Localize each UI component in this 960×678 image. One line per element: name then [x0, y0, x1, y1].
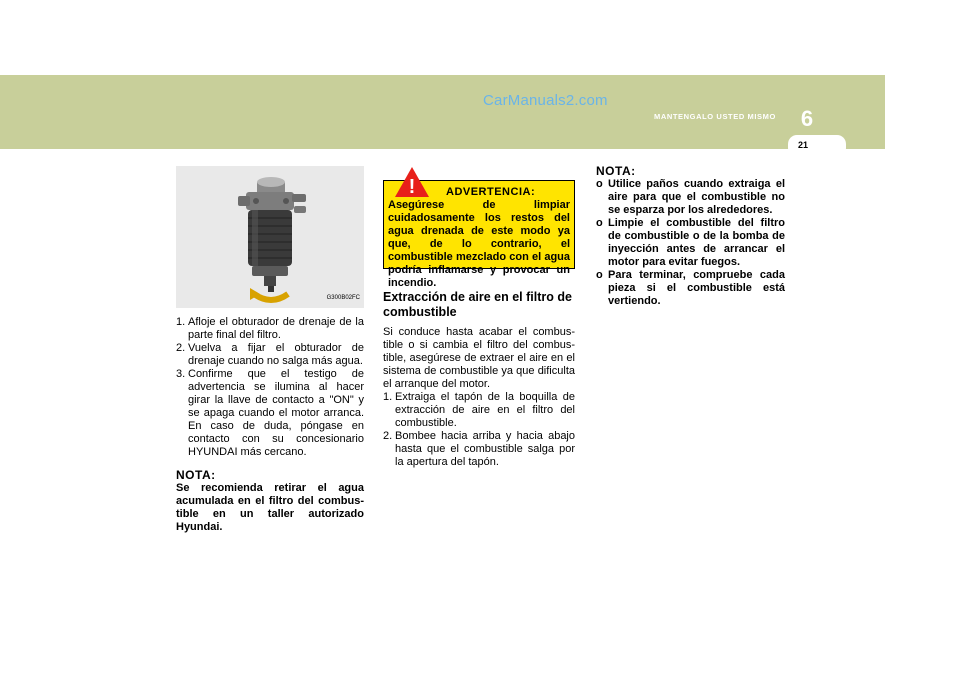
figure-code: G300B02FC: [326, 295, 360, 301]
column-middle: [383, 176, 575, 469]
warning-box: [383, 176, 575, 289]
list-item: [176, 368, 364, 459]
step-number: 1.: [383, 391, 393, 403]
bullet: o: [596, 269, 603, 281]
step-text: Bombee hacia arriba y hacia abajo hasta que el combustible salga por la apertura del tapón.: [395, 430, 575, 468]
site-link[interactable]: CarManuals2.com: [483, 92, 608, 109]
nota-list: [596, 178, 785, 308]
bullet: o: [596, 217, 603, 229]
column-left: [176, 166, 364, 534]
svg-text:!: !: [408, 176, 416, 198]
step-text: Vuelva a fijar el obturador de drenaje cuando no salga más agua.: [188, 342, 364, 367]
bullet: o: [596, 178, 603, 190]
fuel-filter-illustration: [176, 166, 364, 308]
warning-title: ADVERTENCIA:: [446, 186, 536, 198]
list-item: [596, 217, 785, 269]
fuel-filter-drawing: [176, 166, 364, 308]
list-item: [383, 430, 575, 469]
step-text: Confirme que el testigo de advertencia se ilumina al hacer girar la llave de contacto a "ON" y se apaga cuando el motor arranca. En caso de duda, póngase en contacto con su concesionario HYUNDAI más cercano.: [188, 368, 364, 458]
list-item: [596, 178, 785, 217]
list-item: [383, 391, 575, 430]
nota-text: Se recomienda retirar el agua acumulada en el filtro del combus-tible en un taller autorizado Hyundai.: [176, 482, 364, 533]
step-text: Extraiga el tapón de la boquilla de extracción de aire en el filtro del combustible.: [395, 391, 575, 429]
step-number: 2.: [383, 430, 393, 442]
page-number: 21: [797, 140, 808, 150]
section-title: Extracción de aire en el filtro de combustible: [383, 290, 572, 319]
warning-icon: [394, 166, 430, 198]
list-item: [596, 269, 785, 308]
air-bleed-steps: [383, 391, 575, 469]
list-item: [176, 316, 364, 342]
drain-steps: [176, 316, 364, 459]
chapter-number: 6: [800, 106, 814, 131]
section-label: MANTENGALO USTED MISMO: [654, 112, 776, 121]
nota-item-text: Utilice paños cuando extraiga el aire para que el combustible no se esparza por los alrededores.: [608, 178, 785, 216]
step-number: 1.: [176, 316, 186, 328]
column-right: [596, 165, 785, 308]
section-intro: Si conduce hasta acabar el combus-tible o si cambia el filtro del combus-tible, asegúrese de extraer el aire en el sistema de combustible ya que dificulta el arranque del motor.: [383, 326, 575, 390]
nota-heading: NOTA:: [596, 164, 636, 178]
step-number: 3.: [176, 368, 186, 380]
nota-item-text: Para terminar, compruebe cada pieza si el combustible está vertiendo.: [608, 269, 785, 307]
warning-text: Asegúrese de limpiar cuidadosamente los restos del agua drenada de este modo ya que, de lo contrario, el combustible mezclado con el agua podría inflamarse y provocar un incendio.: [388, 199, 570, 289]
list-item: [176, 342, 364, 368]
nota-item-text: Limpie el combustible del filtro de combustible o de la bomba de inyección antes de arrancar el motor para evitar fuegos.: [608, 217, 785, 268]
step-text: Afloje el obturador de drenaje de la parte final del filtro.: [188, 316, 364, 341]
step-number: 2.: [176, 342, 186, 354]
nota-heading: NOTA:: [176, 468, 216, 482]
